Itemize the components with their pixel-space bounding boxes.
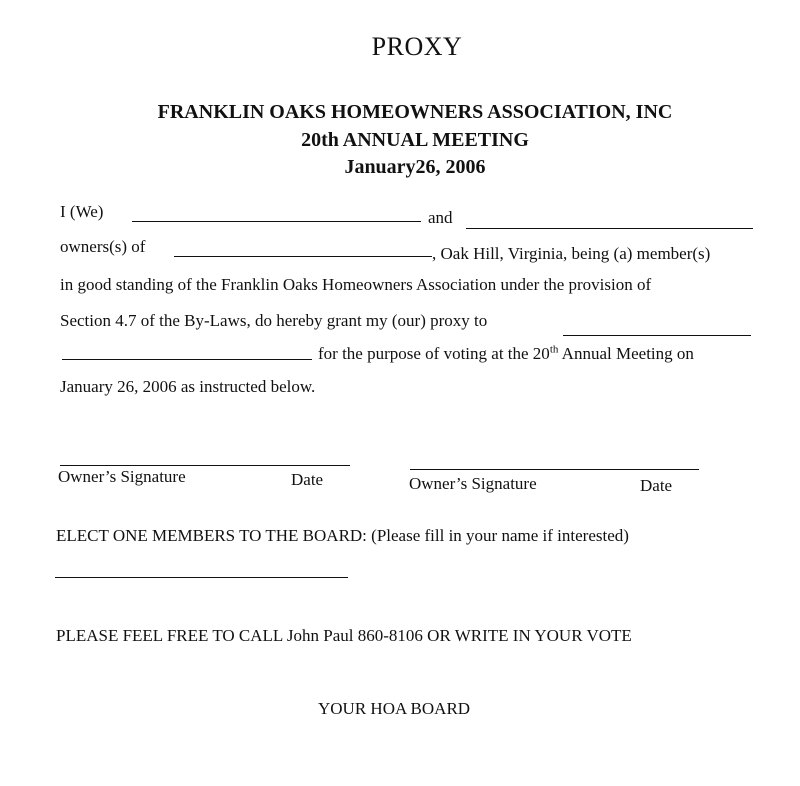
hoa-board-signoff: YOUR HOA BOARD: [318, 699, 471, 718]
proxy-holder-blank-2[interactable]: [62, 359, 312, 360]
document-title: PROXY: [371, 32, 463, 61]
call-note: PLEASE FEEL FREE TO CALL John Paul 860-8106 OR WRITE IN YOUR VOTE: [56, 626, 632, 645]
i-we-label: I (We): [60, 202, 104, 221]
grant-proxy-text: Section 4.7 of the By-Laws, do hereby grant my (our) proxy to: [60, 311, 488, 330]
association-name: FRANKLIN OAKS HOMEOWNERS ASSOCIATION, INC: [157, 101, 673, 123]
owner-signature-line-1[interactable]: [60, 465, 350, 466]
board-candidate-blank[interactable]: [55, 577, 348, 578]
owner-name-blank-2[interactable]: [466, 228, 753, 229]
owner-name-blank-1[interactable]: [132, 221, 421, 222]
date-label-1: Date: [291, 470, 324, 489]
owners-of-label: owners(s) of: [60, 237, 146, 256]
voting-purpose-text: for the purpose of voting at the 20th Annual Meeting on: [318, 343, 694, 363]
owner-signature-label-2: Owner’s Signature: [409, 474, 537, 493]
meeting-date: January26, 2006: [344, 156, 486, 178]
instructed-below-text: January 26, 2006 as instructed below.: [60, 377, 316, 396]
property-address-blank[interactable]: [174, 256, 432, 257]
proxy-holder-blank-1[interactable]: [563, 335, 751, 336]
and-label: and: [428, 208, 453, 227]
owner-signature-label-1: Owner’s Signature: [58, 467, 186, 486]
elect-board-instruction: ELECT ONE MEMBERS TO THE BOARD: (Please fill in your name if interested): [56, 526, 629, 545]
location-member-text: , Oak Hill, Virginia, being (a) member(s): [432, 244, 711, 263]
owner-signature-line-2[interactable]: [410, 469, 699, 470]
date-label-2: Date: [640, 476, 673, 495]
meeting-name: 20th ANNUAL MEETING: [301, 129, 529, 151]
good-standing-text: in good standing of the Franklin Oaks Homeowners Association under the provision of: [60, 275, 652, 294]
